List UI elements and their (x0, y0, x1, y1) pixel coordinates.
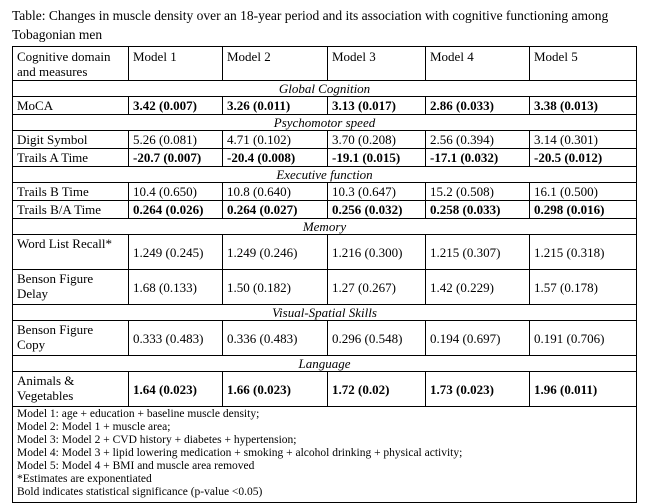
table-cell: 1.73 (0.023) (426, 372, 530, 407)
results-table (12, 46, 637, 503)
header-cell: Model 4 (426, 47, 530, 81)
table-cell: 1.66 (0.023) (223, 372, 328, 407)
table-cell: 0.194 (0.697) (426, 321, 530, 356)
section-header-row (13, 81, 637, 97)
section-title: Memory (13, 219, 637, 235)
table-cell: 1.50 (0.182) (223, 270, 328, 305)
table-cell: 0.191 (0.706) (530, 321, 637, 356)
table-cell: 1.42 (0.229) (426, 270, 530, 305)
table-row (13, 235, 637, 270)
table-cell: -19.1 (0.015) (328, 149, 426, 167)
section-title: Visual-Spatial Skills (13, 305, 637, 321)
row-label: Benson Figure Copy (13, 321, 129, 356)
table-row (13, 321, 637, 356)
table-row (13, 183, 637, 201)
section-header-row (13, 356, 637, 372)
note-line: Model 1: age + education + baseline muscle density; (17, 408, 260, 420)
table-cell: 0.258 (0.033) (426, 201, 530, 219)
table-cell: 0.336 (0.483) (223, 321, 328, 356)
note-line: *Estimates are exponentiated (17, 473, 152, 485)
table-cell: -20.7 (0.007) (129, 149, 223, 167)
table-cell: 1.64 (0.023) (129, 372, 223, 407)
section-title: Language (13, 356, 637, 372)
table-cell: 1.249 (0.245) (129, 235, 223, 270)
table-cell: 0.264 (0.026) (129, 201, 223, 219)
table-cell: 1.96 (0.011) (530, 372, 637, 407)
row-label: Animals & Vegetables (13, 372, 129, 407)
table-cell: 4.71 (0.102) (223, 131, 328, 149)
notes-row (13, 407, 637, 503)
note-line: Bold indicates statistical significance (p-value <0.05) (17, 486, 263, 498)
table-cell: 10.8 (0.640) (223, 183, 328, 201)
table-row (13, 372, 637, 407)
table-row (13, 131, 637, 149)
table-row (13, 270, 637, 305)
table-cell: 3.42 (0.007) (129, 97, 223, 115)
row-label: MoCA (13, 97, 129, 115)
table-cell: 10.3 (0.647) (328, 183, 426, 201)
table-cell: 0.264 (0.027) (223, 201, 328, 219)
section-title: Executive function (13, 167, 637, 183)
section-title: Global Cognition (13, 81, 637, 97)
section-header-row (13, 167, 637, 183)
table-cell: 16.1 (0.500) (530, 183, 637, 201)
table-cell: 10.4 (0.650) (129, 183, 223, 201)
table-cell: 15.2 (0.508) (426, 183, 530, 201)
header-cell: Model 5 (530, 47, 637, 81)
table-row (13, 97, 637, 115)
note-line: Model 4: Model 3 + lipid lowering medication + smoking + alcohol drinking + physical activity; (17, 447, 463, 459)
section-title: Psychomotor speed (13, 115, 637, 131)
table-cell: 3.70 (0.208) (328, 131, 426, 149)
section-header-row (13, 305, 637, 321)
table-cell: 1.68 (0.133) (129, 270, 223, 305)
row-label: Trails B/A Time (13, 201, 129, 219)
row-label: Trails B Time (13, 183, 129, 201)
header-cell: Model 1 (129, 47, 223, 81)
table-cell: 1.72 (0.02) (328, 372, 426, 407)
note-line: Model 2: Model 1 + muscle area; (17, 421, 171, 433)
table-cell: 3.26 (0.011) (223, 97, 328, 115)
note-line: Model 5: Model 4 + BMI and muscle area removed (17, 460, 255, 472)
table-cell: 1.57 (0.178) (530, 270, 637, 305)
table-cell: -20.5 (0.012) (530, 149, 637, 167)
table-cell: 0.298 (0.016) (530, 201, 637, 219)
row-label: Trails A Time (13, 149, 129, 167)
table-cell: 0.256 (0.032) (328, 201, 426, 219)
table-cell: -17.1 (0.032) (426, 149, 530, 167)
table-cell: 1.27 (0.267) (328, 270, 426, 305)
table-cell: 3.14 (0.301) (530, 131, 637, 149)
table-notes (13, 407, 637, 503)
table-cell: 2.56 (0.394) (426, 131, 530, 149)
header-cell: Model 3 (328, 47, 426, 81)
table-row (13, 201, 637, 219)
header-cell: Cognitive domain and measures (13, 47, 129, 81)
table-cell: 0.333 (0.483) (129, 321, 223, 356)
table-cell: 3.38 (0.013) (530, 97, 637, 115)
row-label: Word List Recall* (13, 235, 129, 270)
note-line: Model 3: Model 2 + CVD history + diabetes + hypertension; (17, 434, 297, 446)
row-label: Digit Symbol (13, 131, 129, 149)
table-cell: 1.216 (0.300) (328, 235, 426, 270)
table-cell: -20.4 (0.008) (223, 149, 328, 167)
table-row (13, 149, 637, 167)
table-cell: 1.249 (0.246) (223, 235, 328, 270)
table-cell: 2.86 (0.033) (426, 97, 530, 115)
header-cell: Model 2 (223, 47, 328, 81)
table-cell: 1.215 (0.318) (530, 235, 637, 270)
section-header-row (13, 115, 637, 131)
header-row (13, 47, 637, 81)
table-cell: 0.296 (0.548) (328, 321, 426, 356)
table-caption: Table: Changes in muscle density over an 18-year period and its association with cognitive functioning among Tobagonian men (12, 8, 609, 42)
section-header-row (13, 219, 637, 235)
row-label: Benson Figure Delay (13, 270, 129, 305)
table-cell: 1.215 (0.307) (426, 235, 530, 270)
table-cell: 3.13 (0.017) (328, 97, 426, 115)
table-cell: 5.26 (0.081) (129, 131, 223, 149)
